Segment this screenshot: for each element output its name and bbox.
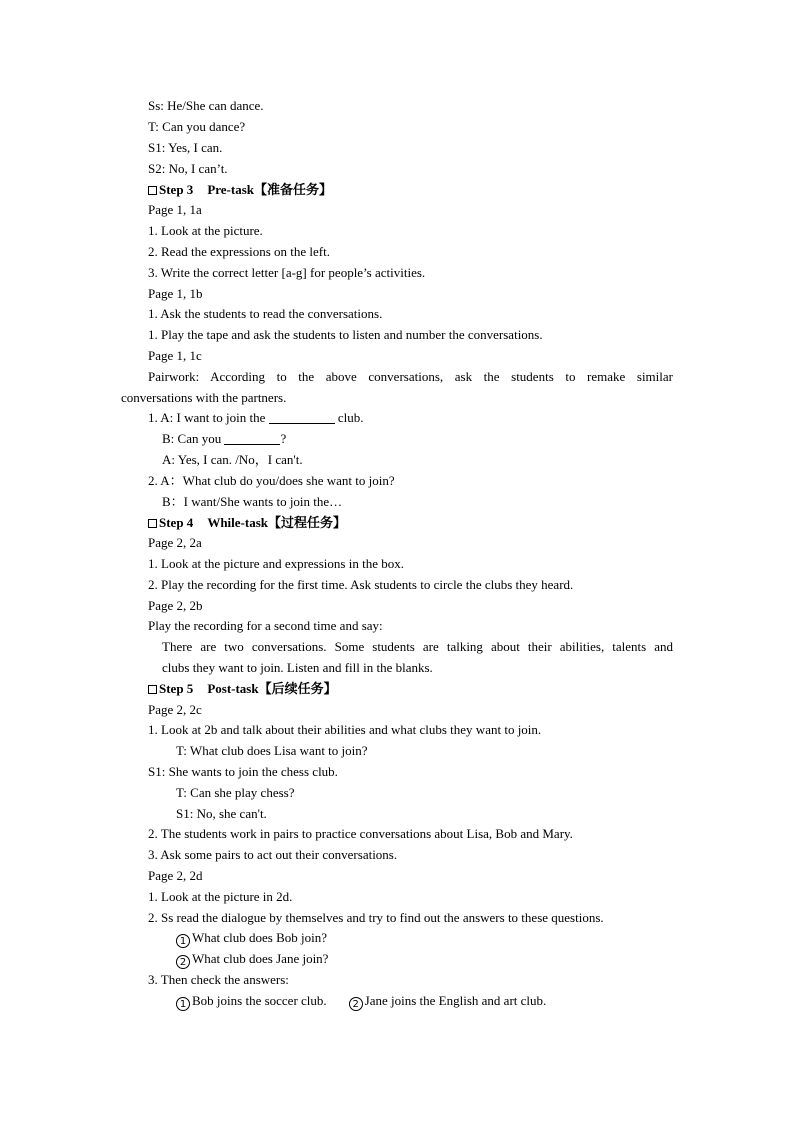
section-ref: Page 1, 1c [148, 348, 202, 363]
instruction-line: 2. Play the recording for the first time. Ask students to circle the clubs they heard. [148, 577, 574, 592]
instruction-line: 3. Ask some pairs to act out their conversations. [148, 847, 398, 862]
question-line [176, 951, 328, 969]
dialogue-line: Ss: He/She can dance. [148, 98, 264, 113]
step-title: Post-task【后续任务】 [207, 681, 337, 696]
circled-number-icon: 2 [176, 955, 190, 969]
example-line: A: Yes, I can. /No，I can't. [162, 452, 303, 467]
question-line [176, 930, 327, 948]
section-ref: Page 2, 2a [148, 535, 202, 550]
paragraph-line: conversations with the partners. [121, 390, 287, 405]
example-line: B：I want/She wants to join the… [162, 494, 343, 509]
example-line [162, 431, 286, 447]
checkbox-square-icon [148, 685, 157, 694]
dialogue-line: S1: Yes, I can. [148, 140, 223, 155]
paragraph-line: clubs they want to join. Listen and fill in the blanks. [162, 660, 433, 675]
instruction-line: 1. Ask the students to read the conversations. [148, 306, 383, 321]
step-heading [148, 182, 332, 198]
dialogue-line: S1: No, she can't. [176, 806, 267, 821]
instruction-line: 2. The students work in pairs to practice conversations about Lisa, Bob and Mary. [148, 826, 573, 841]
fill-blank [269, 411, 335, 424]
step-heading [148, 515, 346, 531]
step-title: Pre-task【准备任务】 [207, 182, 333, 197]
example-text: B: Can you [162, 431, 225, 446]
instruction-line: 1. Look at 2b and talk about their abilities and what clubs they want to join. [148, 722, 542, 737]
step-label: Step 5 [159, 681, 194, 696]
example-line: 2. A：What club do you/does she want to join? [148, 473, 395, 488]
dialogue-line: S2: No, I can’t. [148, 161, 228, 176]
circled-number-icon: 2 [349, 997, 363, 1011]
question-text: What club does Jane join? [192, 951, 329, 966]
instruction-line: 3. Then check the answers: [148, 972, 289, 987]
instruction-line: 2. Read the expressions on the left. [148, 244, 330, 259]
step-label: Step 4 [159, 515, 194, 530]
answer-line [176, 993, 546, 1011]
dialogue-line: T: What club does Lisa want to join? [176, 743, 368, 758]
checkbox-square-icon [148, 519, 157, 528]
instruction-line: 1. Play the tape and ask the students to listen and number the conversations. [148, 327, 543, 342]
step-heading [148, 681, 337, 697]
paragraph-line: Pairwork: According to the above conversations, ask the students to remake similar [148, 369, 673, 384]
example-text: ? [280, 431, 287, 446]
instruction-line: 3. Write the correct letter [a-g] for people’s activities. [148, 265, 426, 280]
fill-blank [224, 432, 280, 445]
circled-number-icon: 1 [176, 934, 190, 948]
instruction-line: 1. Look at the picture and expressions in the box. [148, 556, 404, 571]
step-label: Step 3 [159, 182, 194, 197]
paragraph-line: There are two conversations. Some students are talking about their abilities, talents and [162, 639, 673, 654]
answer-text: Bob joins the soccer club. [192, 993, 327, 1008]
example-line [148, 410, 364, 426]
dialogue-line: T: Can you dance? [148, 119, 246, 134]
checkbox-square-icon [148, 186, 157, 195]
circled-number-icon: 1 [176, 997, 190, 1011]
instruction-line: 2. Ss read the dialogue by themselves and try to find out the answers to these questions. [148, 910, 604, 925]
step-title: While-task【过程任务】 [207, 515, 346, 530]
instruction-line: 1. Look at the picture. [148, 223, 263, 238]
section-ref: Page 2, 2c [148, 702, 202, 717]
dialogue-line: S1: She wants to join the chess club. [148, 764, 338, 779]
question-text: What club does Bob join? [192, 930, 328, 945]
example-text: 1. A: I want to join the [148, 410, 269, 425]
section-ref: Page 1, 1b [148, 286, 203, 301]
example-text: club. [334, 410, 364, 425]
section-ref: Page 2, 2b [148, 598, 203, 613]
section-ref: Page 1, 1a [148, 202, 202, 217]
dialogue-line: T: Can she play chess? [176, 785, 295, 800]
section-ref: Page 2, 2d [148, 868, 203, 883]
answer-text: Jane joins the English and art club. [364, 993, 547, 1008]
instruction-line: Play the recording for a second time and say: [148, 618, 383, 633]
instruction-line: 1. Look at the picture in 2d. [148, 889, 293, 904]
